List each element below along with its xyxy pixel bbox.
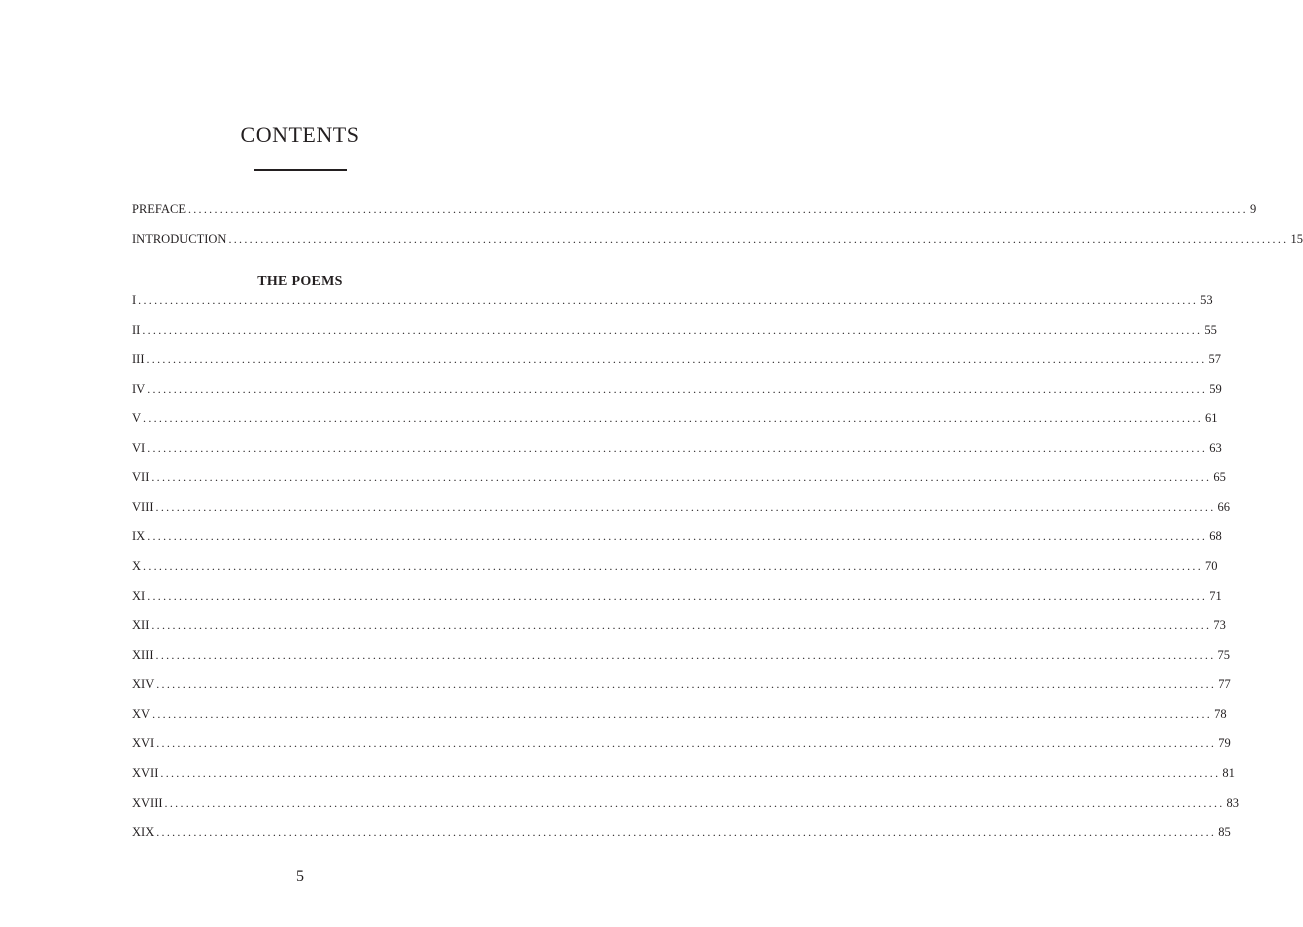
toc-entry	[132, 764, 1235, 782]
toc-entry-label: PREFACE	[132, 202, 186, 216]
dot-leader: ........................................................................................................................................................................................................	[151, 470, 1212, 485]
dot-leader: ........................................................................................................................................................................................................	[156, 736, 1217, 751]
dot-leader: ........................................................................................................................................................................................................	[152, 706, 1213, 721]
toc-entry-label: X	[132, 559, 142, 574]
dot-leader: ........................................................................................................................................................................................................	[146, 352, 1207, 367]
toc-entry-label: XVIII	[132, 795, 163, 810]
toc-entry	[132, 409, 1218, 427]
toc-entry	[132, 616, 1226, 634]
dot-leader: ........................................................................................................................................................................................................	[151, 618, 1212, 633]
toc-entry	[132, 439, 1222, 457]
toc-entry	[132, 350, 1221, 368]
toc-entry-label: INTRODUCTION	[132, 232, 227, 246]
toc-entry-page: 71	[1209, 588, 1222, 603]
toc-entry-label: XII	[132, 618, 150, 633]
toc-entry	[132, 380, 1222, 398]
page-title: CONTENTS	[240, 122, 360, 147]
toc-entry	[132, 705, 1227, 723]
toc-entry-page: 75	[1217, 647, 1231, 662]
toc-entry-label: XVII	[132, 765, 159, 780]
dot-leader: ........................................................................................................................................................................................................	[138, 293, 1199, 307]
toc-entry	[132, 675, 1231, 693]
toc-entry-label: XI	[132, 588, 146, 603]
toc-entry-page: 61	[1205, 411, 1218, 426]
dot-leader: ........................................................................................................................................................................................................	[143, 559, 1204, 574]
title-underline-rule	[254, 169, 347, 171]
toc-entry-page: 73	[1213, 618, 1226, 633]
toc-entry-page: 59	[1209, 381, 1222, 396]
dot-leader: ........................................................................................................................................................................................................	[147, 588, 1208, 603]
toc-entry-label: XV	[132, 706, 151, 721]
dot-leader: ........................................................................................................................................................................................................	[187, 202, 1248, 216]
toc-entry-label: II	[132, 322, 141, 337]
toc-entry-page: 66	[1217, 499, 1231, 514]
toc-entry-label: XIV	[132, 677, 155, 692]
dot-leader: ........................................................................................................................................................................................................	[143, 411, 1204, 426]
toc-entry-page: 57	[1208, 352, 1221, 367]
dot-leader: ........................................................................................................................................................................................................	[147, 440, 1208, 455]
toc-entry-label: VI	[132, 440, 146, 455]
toc-entry-label: VII	[132, 470, 150, 485]
dot-leader: ........................................................................................................................................................................................................	[142, 322, 1203, 337]
page-number: 5	[296, 868, 304, 885]
toc-entry-page: 55	[1204, 322, 1217, 337]
toc-entry-page: 78	[1214, 706, 1227, 721]
toc-entry-page: 77	[1218, 677, 1231, 692]
toc-entry-page: 85	[1218, 825, 1231, 840]
toc-entry-page: 70	[1205, 559, 1218, 574]
toc-entry-label: III	[132, 352, 145, 367]
toc-entry-page: 79	[1218, 736, 1231, 751]
toc-entry-page: 83	[1226, 795, 1240, 810]
toc-entry	[132, 557, 1218, 575]
dot-leader: ........................................................................................................................................................................................................	[155, 499, 1216, 514]
toc-entry	[132, 498, 1231, 516]
toc-entry	[132, 527, 1222, 545]
toc-entry	[132, 734, 1231, 752]
dot-leader: ........................................................................................................................................................................................................	[147, 529, 1208, 544]
toc-entry-label: I	[132, 293, 137, 307]
toc-entry-label: XIII	[132, 647, 154, 662]
toc-entry-label: IX	[132, 529, 146, 544]
toc-entry	[132, 587, 1222, 605]
toc-entry-label: IV	[132, 381, 146, 396]
toc-entry-label: V	[132, 411, 142, 426]
toc-entry	[132, 200, 1257, 218]
toc-entry-label: XVI	[132, 736, 155, 751]
dot-leader: ........................................................................................................................................................................................................	[155, 647, 1216, 662]
toc-entry-page: 68	[1209, 529, 1222, 544]
dot-leader: ........................................................................................................................................................................................................	[156, 677, 1217, 692]
toc-entry-page: 53	[1200, 293, 1213, 307]
toc-entry-page: 65	[1213, 470, 1226, 485]
dot-leader: ........................................................................................................................................................................................................	[147, 381, 1208, 396]
toc-entry	[132, 230, 1303, 248]
toc-entry-label: XIX	[132, 825, 155, 840]
toc-entry-page: 15	[1290, 232, 1303, 246]
dot-leader: ........................................................................................................................................................................................................	[156, 825, 1217, 840]
toc-entry	[132, 321, 1217, 339]
toc-entry	[132, 646, 1231, 664]
toc-entry-label: VIII	[132, 499, 154, 514]
dot-leader: ........................................................................................................................................................................................................	[164, 795, 1225, 810]
toc-entry-page: 9	[1249, 202, 1257, 216]
toc-entry	[132, 468, 1226, 486]
toc-entry-page: 63	[1209, 440, 1222, 455]
section-heading: THE POEMS	[257, 274, 343, 289]
toc-entry	[132, 794, 1240, 812]
dot-leader: ........................................................................................................................................................................................................	[160, 765, 1221, 780]
toc-entry	[132, 291, 1213, 309]
toc-entry	[132, 823, 1231, 841]
dot-leader: ........................................................................................................................................................................................................	[228, 232, 1289, 246]
toc-entry-page: 81	[1222, 765, 1235, 780]
